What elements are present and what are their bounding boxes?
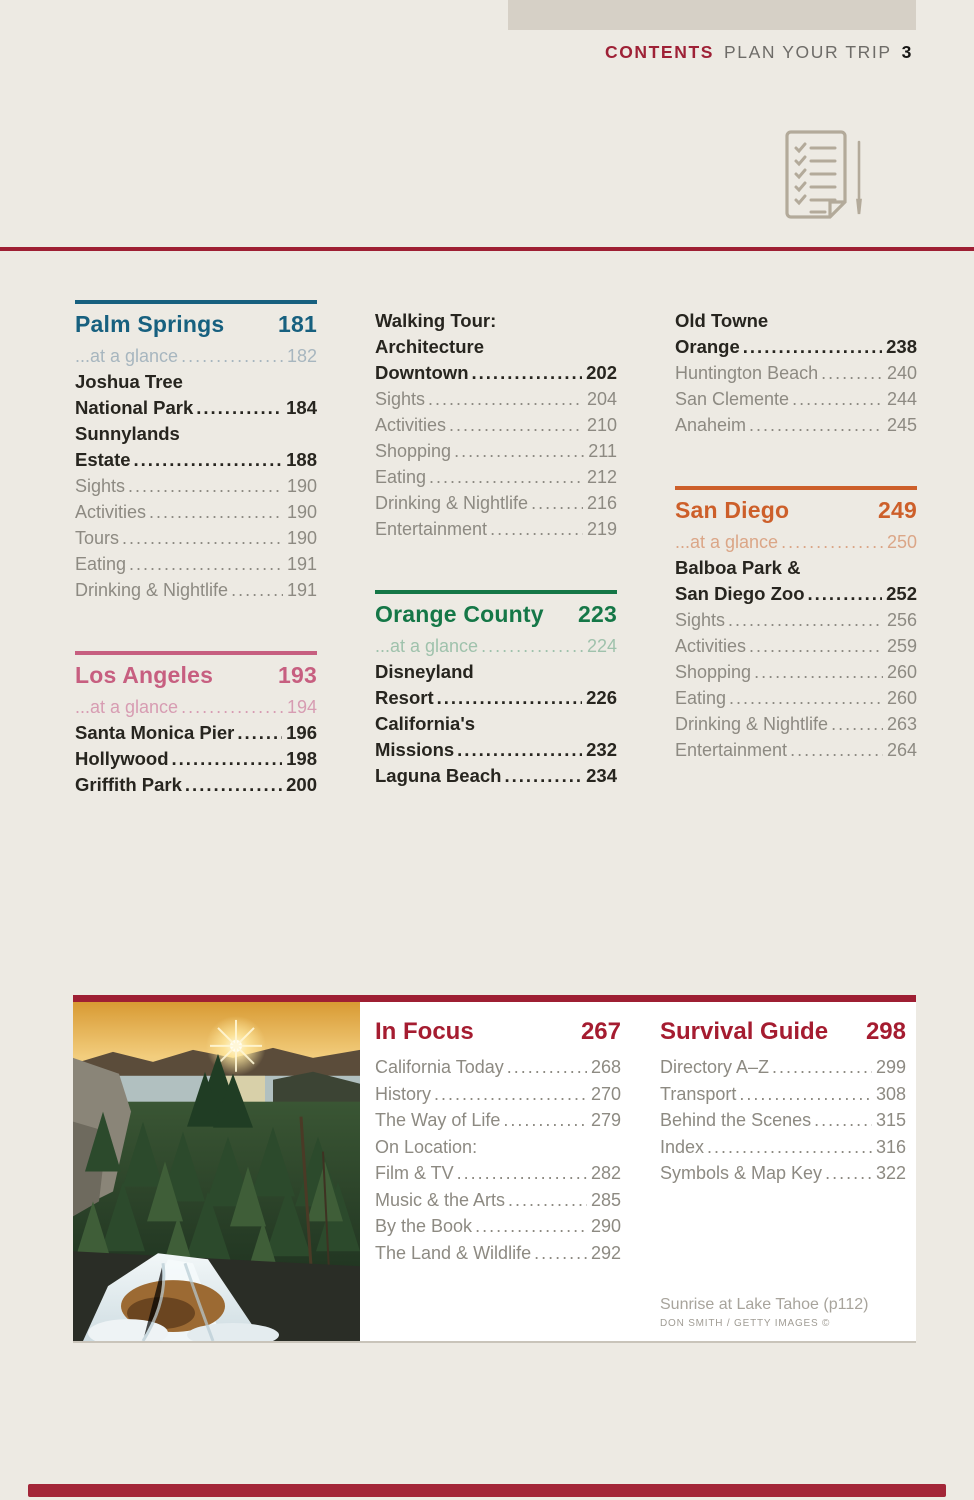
toc-entry xyxy=(660,1081,906,1108)
page-number: 3 xyxy=(901,42,913,62)
toc-entry-label: Shopping xyxy=(375,441,452,461)
toc-entry-line: On Location: xyxy=(375,1136,478,1157)
toc-entry-page: 234 xyxy=(586,765,617,786)
toc-entry-label: Hollywood xyxy=(75,748,169,769)
toc-leader-dots xyxy=(122,525,283,551)
toc-entry xyxy=(375,1107,621,1134)
toc-entry xyxy=(375,1213,621,1240)
toc-entry-label: Behind the Scenes xyxy=(660,1110,812,1130)
toc-entry-page: 190 xyxy=(286,528,317,548)
toc-entry xyxy=(375,737,617,763)
section-heading xyxy=(75,311,317,338)
toc-entry-page: 282 xyxy=(590,1163,621,1183)
toc-entry xyxy=(75,694,317,720)
toc-entry-page: 279 xyxy=(590,1110,621,1130)
toc-entry-page: 232 xyxy=(586,739,617,760)
toc-entry-page: 290 xyxy=(590,1216,621,1236)
toc-entry-label: Eating xyxy=(75,554,127,574)
toc-entry xyxy=(675,685,917,711)
toc-entry xyxy=(75,577,317,603)
toc-entry-label: Eating xyxy=(675,688,727,708)
toc-entry-label: ...at a glance xyxy=(675,532,779,552)
toc-entry xyxy=(675,334,917,360)
toc-leader-dots xyxy=(749,633,883,659)
toc-entry xyxy=(375,1240,621,1267)
toc-leader-dots xyxy=(831,711,883,737)
toc-entry xyxy=(75,746,317,772)
toc-entry-label: Shopping xyxy=(675,662,752,682)
toc-entry-label: Estate xyxy=(75,449,131,470)
toc-section-continued xyxy=(375,300,617,542)
toc-entry-label: Huntington Beach xyxy=(675,363,819,383)
toc-entry-line: Architecture xyxy=(375,336,484,357)
toc-entry-page: 191 xyxy=(286,554,317,574)
toc-column-3 xyxy=(675,300,917,811)
toc-entry xyxy=(375,1160,621,1187)
toc-entry-page: 299 xyxy=(875,1057,906,1077)
toc-leader-dots xyxy=(504,763,582,789)
toc-entry-label: Entertainment xyxy=(375,519,488,539)
toc-entry-label: Missions xyxy=(375,739,455,760)
toc-entry xyxy=(660,1134,906,1161)
toc-leader-dots xyxy=(457,1160,587,1187)
toc-leader-dots xyxy=(490,516,583,542)
toc-entry-label: Eating xyxy=(375,467,427,487)
toc-leader-dots xyxy=(531,490,583,516)
toc-entry-label: Activities xyxy=(675,636,747,656)
toc-entry-page: 250 xyxy=(886,532,917,552)
toc-leader-dots xyxy=(749,412,883,438)
toc-entry-label: Tours xyxy=(75,528,120,548)
section-heading xyxy=(375,601,617,628)
toc-leader-dots xyxy=(728,607,883,633)
toc-entry-label: Downtown xyxy=(375,362,469,383)
toc-leader-dots xyxy=(181,343,283,369)
toc-entry-page: 315 xyxy=(875,1110,906,1130)
toc-entry xyxy=(75,525,317,551)
toc-entry-page: 198 xyxy=(286,748,317,769)
section-rule xyxy=(675,486,917,490)
toc-leader-dots xyxy=(481,633,583,659)
toc-entry-page: 216 xyxy=(586,493,617,513)
toc-entry xyxy=(675,386,917,412)
toc-entry-page: 238 xyxy=(886,336,917,357)
toc-entry-label: By the Book xyxy=(375,1216,473,1236)
toc-entry-page: 226 xyxy=(586,687,617,708)
toc-entry-page: 196 xyxy=(286,722,317,743)
section-rule xyxy=(75,300,317,304)
toc-entry-label: Directory A–Z xyxy=(660,1057,770,1077)
toc-leader-dots xyxy=(128,473,283,499)
toc-entry-page: 270 xyxy=(590,1083,621,1104)
toc-entry-label: National Park xyxy=(75,397,194,418)
toc-entry-label: Anaheim xyxy=(675,415,747,435)
toc-entry-page: 219 xyxy=(586,519,617,539)
toc-entry-label: Resort xyxy=(375,687,434,708)
toc-entry-page: 292 xyxy=(590,1242,621,1263)
toc-entry-label: Activities xyxy=(375,415,447,435)
toc-entry xyxy=(675,737,917,763)
toc-leader-dots xyxy=(237,720,282,746)
toc-entry-page: 256 xyxy=(886,610,917,630)
section-page: 223 xyxy=(578,601,617,627)
toc-section-continued xyxy=(675,300,917,438)
toc-leader-dots xyxy=(457,737,582,763)
contents-label: CONTENTS xyxy=(604,42,715,62)
toc-leader-dots xyxy=(825,1160,872,1187)
toc-entry xyxy=(75,772,317,798)
toc-entry-page: 260 xyxy=(886,662,917,682)
toc-leader-dots xyxy=(454,438,584,464)
toc-entry-label: Orange xyxy=(675,336,740,357)
toc-entry xyxy=(75,499,317,525)
toc-entry-line: Disneyland xyxy=(375,661,474,682)
toc-leader-dots xyxy=(428,386,583,412)
toc-entry xyxy=(75,343,317,369)
panel-section-title: Survival Guide xyxy=(660,1018,829,1045)
photo-caption xyxy=(660,1295,868,1329)
toc-section xyxy=(675,486,917,763)
toc-entry xyxy=(375,464,617,490)
toc-entry xyxy=(375,490,617,516)
toc-entry-label: San Diego Zoo xyxy=(675,583,805,604)
toc-entry-page: 259 xyxy=(886,636,917,656)
toc-entry xyxy=(660,1054,906,1081)
toc-entry-label: Sights xyxy=(375,389,426,409)
toc-entry-page: 244 xyxy=(886,389,917,409)
toc-entry xyxy=(375,412,617,438)
toc-entry-line: Old Towne xyxy=(675,310,769,331)
toc-entry-label: Griffith Park xyxy=(75,774,182,795)
toc-leader-dots xyxy=(172,746,283,772)
toc-entry-page: 322 xyxy=(875,1163,906,1183)
section-rule xyxy=(375,590,617,594)
sunrise-lake-tahoe-photo xyxy=(73,1002,360,1341)
toc-section xyxy=(75,300,317,603)
toc-entry xyxy=(375,438,617,464)
panel-section-page: 298 xyxy=(865,1018,906,1045)
panel-section-page: 267 xyxy=(580,1018,621,1045)
toc-entry-page: 224 xyxy=(586,636,617,656)
toc-entry-label: Drinking & Nightlife xyxy=(75,580,229,600)
toc-entry xyxy=(375,763,617,789)
toc-entry xyxy=(375,685,617,711)
toc-entry-label: California Today xyxy=(375,1057,504,1077)
toc-entry-label: The Land & Wildlife xyxy=(375,1242,532,1263)
panel-section-heading xyxy=(660,1018,906,1046)
toc-entry-label: Sights xyxy=(675,610,726,630)
toc-leader-dots xyxy=(808,581,883,607)
toc-entry xyxy=(375,1187,621,1214)
toc-entry xyxy=(75,551,317,577)
toc-entry-page: 211 xyxy=(588,441,617,461)
toc-leader-dots xyxy=(472,360,583,386)
toc-entry xyxy=(75,447,317,473)
toc-entry-line: Balboa Park & xyxy=(675,557,801,578)
section-page: 193 xyxy=(278,662,317,688)
toc-leader-dots xyxy=(181,694,283,720)
toc-entry-page: 188 xyxy=(286,449,317,470)
toc-entry-line: Joshua Tree xyxy=(75,371,183,392)
toc-entry xyxy=(675,360,917,386)
toc-entry-label: Symbols & Map Key xyxy=(660,1163,823,1183)
toc-column-2 xyxy=(375,300,617,837)
toc-leader-dots xyxy=(781,529,883,555)
toc-leader-dots xyxy=(507,1054,587,1081)
page-header xyxy=(605,42,913,63)
toc-entry-label: San Clemente xyxy=(675,389,790,409)
toc-entry-label: ...at a glance xyxy=(75,697,179,717)
toc-entry-page: 182 xyxy=(286,346,317,366)
toc-entry xyxy=(375,360,617,386)
toc-leader-dots xyxy=(429,464,583,490)
toc-section xyxy=(375,590,617,789)
bottom-feature-panel xyxy=(73,995,916,1341)
toc-entry-label: Transport xyxy=(660,1083,737,1104)
toc-leader-dots xyxy=(129,551,283,577)
toc-entry-page: 240 xyxy=(886,363,917,383)
toc-entry-line: California's xyxy=(375,713,476,734)
toc-entry-page: 202 xyxy=(586,362,617,383)
section-heading xyxy=(675,497,917,524)
toc-entry xyxy=(75,473,317,499)
toc-entry xyxy=(375,386,617,412)
toc-leader-dots xyxy=(231,577,283,603)
toc-leader-dots xyxy=(185,772,282,798)
toc-leader-dots xyxy=(196,395,282,421)
toc-entry-page: 260 xyxy=(886,688,917,708)
section-title: Orange County xyxy=(375,601,544,627)
toc-entry-page: 200 xyxy=(286,774,317,795)
plan-your-trip-label: PLAN YOUR TRIP xyxy=(724,42,892,62)
toc-leader-dots xyxy=(790,737,883,763)
toc-entry xyxy=(660,1107,906,1134)
toc-entry-page: 194 xyxy=(286,697,317,717)
toc-entry-label: History xyxy=(375,1083,432,1104)
toc-leader-dots xyxy=(814,1107,872,1134)
toc-leader-dots xyxy=(743,334,882,360)
toc-entry-label: The Way of Life xyxy=(375,1110,501,1130)
toc-leader-dots xyxy=(534,1240,587,1267)
caption-credit: DON SMITH / GETTY IMAGES © xyxy=(660,1318,831,1329)
toc-entry-page: 210 xyxy=(586,415,617,435)
toc-entry-page: 191 xyxy=(286,580,317,600)
toc-entry-page: 245 xyxy=(886,415,917,435)
toc-entry-page: 252 xyxy=(886,583,917,604)
toc-entry-line: Sunnylands xyxy=(75,423,180,444)
toc-entry xyxy=(375,1081,621,1108)
toc-leader-dots xyxy=(508,1187,587,1214)
toc-leader-dots xyxy=(503,1107,587,1134)
checklist-with-pencil-icon xyxy=(781,128,867,224)
section-title: Los Angeles xyxy=(75,662,214,688)
toc-entry-label: ...at a glance xyxy=(375,636,479,656)
section-title: Palm Springs xyxy=(75,311,225,337)
toc-entry-page: 190 xyxy=(286,476,317,496)
toc-entry-label: Santa Monica Pier xyxy=(75,722,235,743)
toc-leader-dots xyxy=(475,1213,587,1240)
toc-section xyxy=(75,651,317,798)
toc-entry xyxy=(660,1160,906,1187)
toc-leader-dots xyxy=(437,685,583,711)
toc-leader-dots xyxy=(449,412,583,438)
toc-entry-label: Sights xyxy=(75,476,126,496)
toc-leader-dots xyxy=(434,1081,587,1108)
toc-leader-dots xyxy=(792,386,883,412)
toc-entry-page: 184 xyxy=(286,397,317,418)
toc-leader-dots xyxy=(707,1134,872,1161)
toc-entry-page: 190 xyxy=(286,502,317,522)
toc-entry-page: 263 xyxy=(886,714,917,734)
toc-column-1 xyxy=(75,300,317,846)
page-edge-tab xyxy=(508,0,916,30)
toc-entry-page: 308 xyxy=(875,1083,906,1104)
toc-entry-label: Film & TV xyxy=(375,1163,454,1183)
toc-entry xyxy=(75,395,317,421)
section-heading xyxy=(75,662,317,689)
toc-entry-page: 285 xyxy=(590,1189,621,1210)
toc-entry-label: ...at a glance xyxy=(75,346,179,366)
toc-entry-page: 316 xyxy=(875,1136,906,1157)
toc-entry xyxy=(675,659,917,685)
caption-text: Sunrise at Lake Tahoe (p112) xyxy=(660,1296,869,1313)
toc-leader-dots xyxy=(772,1054,872,1081)
toc-entry-line: Walking Tour: xyxy=(375,310,497,331)
toc-entry-label: Music & the Arts xyxy=(375,1189,506,1210)
toc-entry xyxy=(75,720,317,746)
toc-entry-page: 212 xyxy=(586,467,617,487)
toc-entry xyxy=(675,633,917,659)
toc-entry xyxy=(375,1054,621,1081)
survival-guide-column xyxy=(660,1018,906,1187)
toc-entry-page: 268 xyxy=(590,1057,621,1077)
toc-entry xyxy=(675,529,917,555)
toc-entry-page: 204 xyxy=(586,389,617,409)
toc-leader-dots xyxy=(149,499,283,525)
bottom-red-bar xyxy=(28,1484,946,1497)
toc-entry-label: Drinking & Nightlife xyxy=(375,493,529,513)
toc-entry-label: Activities xyxy=(75,502,147,522)
toc-entry xyxy=(675,412,917,438)
toc-entry-label: Index xyxy=(660,1136,705,1157)
toc-entry xyxy=(675,711,917,737)
toc-entry xyxy=(675,607,917,633)
in-focus-column xyxy=(375,1018,621,1266)
toc-leader-dots xyxy=(821,360,883,386)
toc-entry-label: Drinking & Nightlife xyxy=(675,714,829,734)
toc-leader-dots xyxy=(739,1081,872,1108)
toc-leader-dots xyxy=(754,659,883,685)
toc-entry-label: Laguna Beach xyxy=(375,765,502,786)
toc-entry-page: 264 xyxy=(886,740,917,760)
toc-entry xyxy=(375,633,617,659)
panel-section-heading xyxy=(375,1018,621,1046)
toc-entry-label: Entertainment xyxy=(675,740,788,760)
toc-leader-dots xyxy=(134,447,283,473)
header-divider-rule xyxy=(0,247,974,251)
section-page: 249 xyxy=(878,497,917,523)
toc-entry xyxy=(675,581,917,607)
section-rule xyxy=(75,651,317,655)
panel-section-title: In Focus xyxy=(375,1018,474,1045)
toc-entry xyxy=(375,516,617,542)
section-title: San Diego xyxy=(675,497,790,523)
section-page: 181 xyxy=(278,311,317,337)
toc-leader-dots xyxy=(729,685,883,711)
